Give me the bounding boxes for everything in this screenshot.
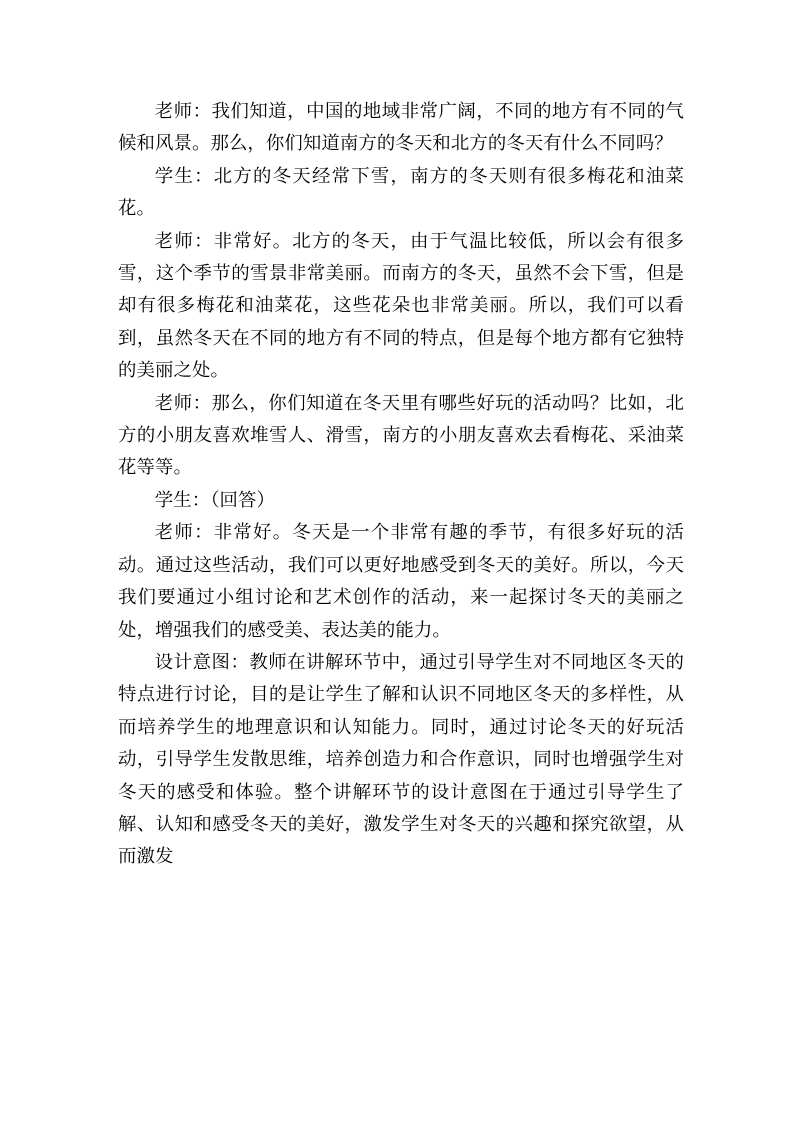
paragraph-teacher-intro: 老师：我们知道，中国的地域非常广阔，不同的地方有不同的气候和风景。那么，你们知道南方的冬天和北方的冬天有什么不同吗？ (118, 101, 684, 155)
paragraph-teacher-explanation: 老师：非常好。北方的冬天，由于气温比较低，所以会有很多雪，这个季节的雪景非常美丽。而南方的冬天，虽然不会下雪，但是却有很多梅花和油菜花，这些花朵也非常美丽。所以，我们可以看到，虽然冬天在不同的地方有不同的特点，但是每个地方都有它独特的美丽之处。 (118, 230, 684, 382)
document-body (118, 96, 684, 874)
paragraph-design-intent: 设计意图：教师在讲解环节中，通过引导学生对不同地区冬天的特点进行讨论，目的是让学生了解和认识不同地区冬天的多样性，从而培养学生的地理意识和认知能力。同时，通过讨论冬天的好玩活动，引导学生发散思维，培养创造力和合作意识，同时也增强学生对冬天的感受和体验。整个讲解环节的设计意图在于通过引导学生了解、认知和感受冬天的美好，激发学生对冬天的兴趣和探究欲望，从而激发 (118, 651, 684, 868)
paragraph-teacher-question: 老师：那么，你们知道在冬天里有哪些好玩的活动吗？比如，北方的小朋友喜欢堆雪人、滑雪，南方的小朋友喜欢去看梅花、采油菜花等等。 (118, 392, 684, 479)
paragraph-student-response: 学生：（回答） (154, 489, 276, 511)
paragraph-student-answer: 学生：北方的冬天经常下雪，南方的冬天则有很多梅花和油菜花。 (118, 165, 684, 220)
paragraph-teacher-summary: 老师：非常好。冬天是一个非常有趣的季节，有很多好玩的活动。通过这些活动，我们可以更好地感受到冬天的美好。所以，今天我们要通过小组讨论和艺术创作的活动，来一起探讨冬天的美丽之处，增强我们的感受美、表达美的能力。 (118, 522, 684, 641)
